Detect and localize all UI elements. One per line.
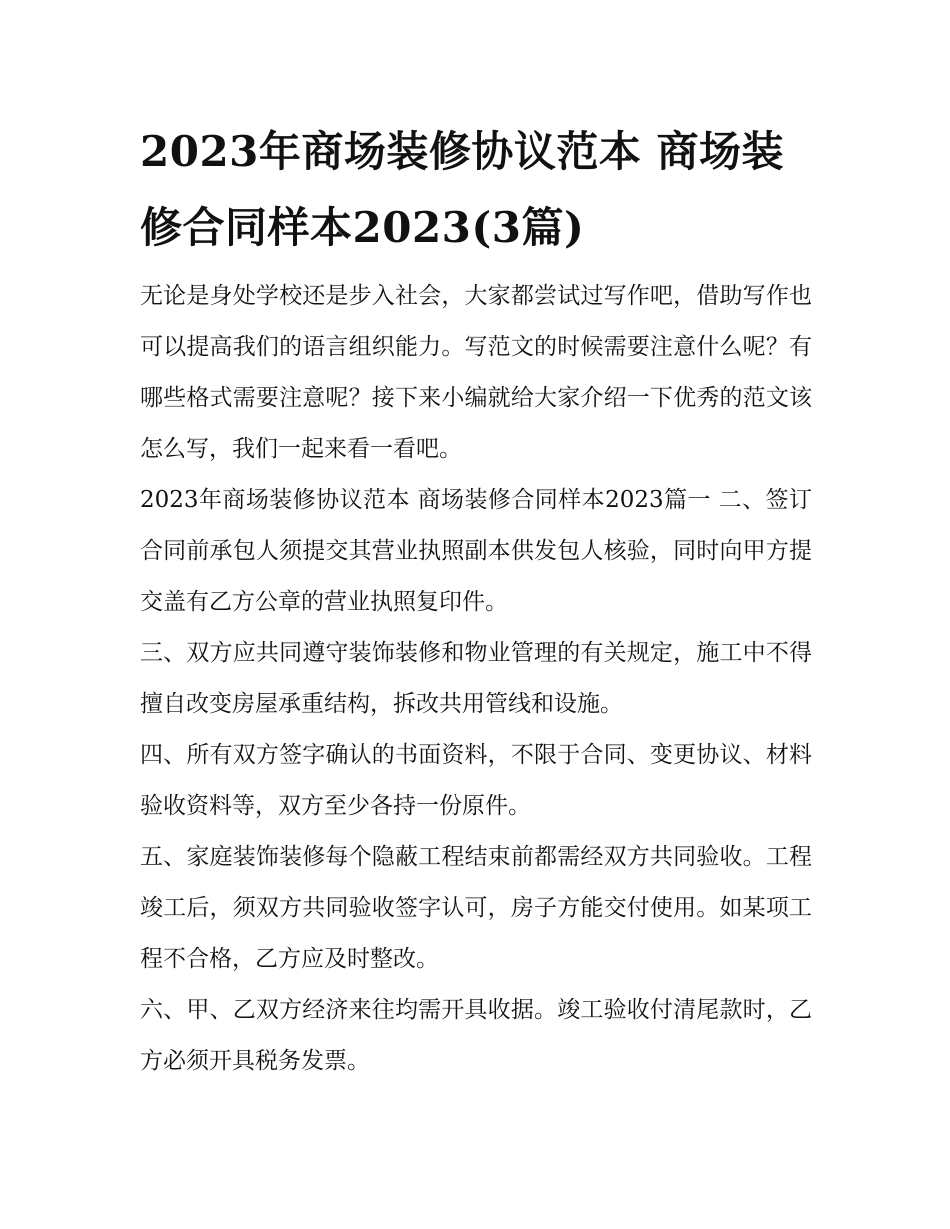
paragraph-clause-5: 五、家庭装饰装修每个隐蔽工程结束前都需经双方共同验收。工程竣工后，须双方共同验收签字认可，房子方能交付使用。如某项工程不合格，乙方应及时整改。	[140, 844, 812, 972]
paragraph-clause-6: 六、甲、乙双方经济来往均需开具收据。竣工验收付清尾款时，乙方必须开具税务发票。	[140, 997, 812, 1074]
document-page	[140, 114, 812, 1087]
paragraph-intro: 无论是身处学校还是步入社会，大家都尝试过写作吧，借助写作也可以提高我们的语言组织能力。写范文的时候需要注意什么呢？有哪些格式需要注意呢？接下来小编就给大家介绍一下优秀的范文该怎么写，我们一起来看一看吧。	[140, 283, 812, 462]
paragraph-clause-2: 2023年商场装修协议范本 商场装修合同样本2023篇一 二、签订合同前承包人须提交其营业执照副本供发包人核验，同时向甲方提交盖有乙方公章的营业执照复印件。	[140, 487, 812, 615]
document-title: 2023年商场装修协议范本 商场装修合同样本2023(3篇)	[140, 127, 785, 252]
paragraph-clause-3: 三、双方应共同遵守装饰装修和物业管理的有关规定，施工中不得擅自改变房屋承重结构，拆改共用管线和设施。	[140, 640, 812, 717]
paragraph-clause-4: 四、所有双方签字确认的书面资料，不限于合同、变更协议、材料验收资料等，双方至少各持一份原件。	[140, 742, 812, 819]
